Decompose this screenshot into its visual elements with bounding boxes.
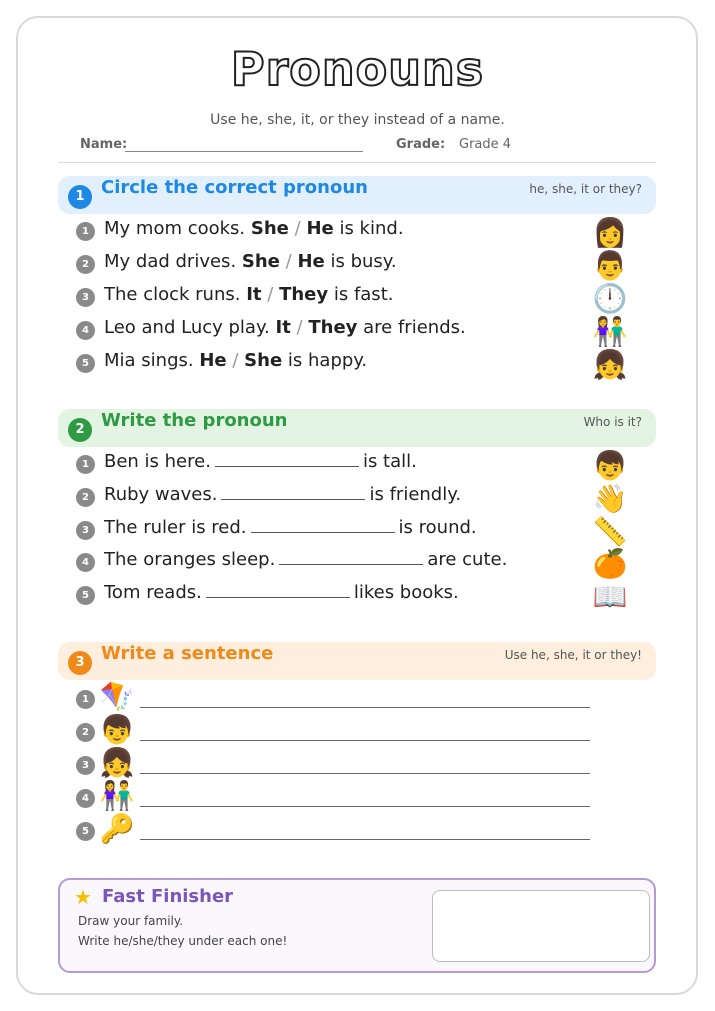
list-item (0, 581, 715, 611)
item-number: 2 (76, 723, 95, 742)
list-item (0, 680, 715, 715)
man-emoji: 👨 (592, 249, 628, 282)
waving-hand-emoji: 👋 (592, 482, 628, 515)
list-item (0, 548, 715, 578)
answer-blank[interactable] (221, 486, 365, 500)
sentence-start: My mom cooks. (104, 218, 246, 239)
sentence-end: is happy. (287, 350, 368, 371)
sentence-write-line[interactable] (140, 806, 590, 807)
list-item (0, 483, 715, 513)
clock-emoji: 🕛 (592, 282, 628, 315)
sentence-text (104, 218, 404, 239)
sentence-start: The ruler is red. (104, 517, 247, 538)
header-divider (58, 162, 656, 163)
item-number: 4 (76, 789, 95, 808)
section-title: Write the pronoun (101, 410, 288, 431)
pronoun-option-2[interactable]: He (297, 251, 325, 272)
sentence-text (104, 350, 367, 371)
pronoun-option-1[interactable]: She (241, 251, 280, 272)
sentence-write-line[interactable] (140, 707, 590, 708)
section-title: Circle the correct pronoun (101, 177, 368, 198)
pronoun-option-2[interactable]: They (308, 317, 358, 338)
sentence-text (104, 284, 393, 305)
sentence-text (104, 517, 477, 538)
pronoun-option-1[interactable]: He (199, 350, 227, 371)
girl-emoji: 👧 (99, 746, 135, 779)
book-emoji: 📖 (592, 580, 628, 613)
option-separator: / (294, 218, 301, 239)
list-item (0, 516, 715, 546)
sentence-start: Ben is here. (104, 451, 211, 472)
name-field[interactable] (125, 151, 363, 152)
sentence-end: is busy. (330, 251, 397, 272)
fast-finisher-line-1: Draw your family. (78, 914, 184, 928)
sentence-write-line[interactable] (140, 773, 590, 774)
answer-blank[interactable] (215, 453, 359, 467)
sentence-end: likes books. (353, 582, 459, 603)
sentence-end: is friendly. (369, 484, 462, 505)
list-item (0, 812, 715, 847)
item-number: 4 (76, 553, 95, 572)
section-hint: Use he, she, it or they! (504, 648, 642, 662)
section-number: 3 (68, 651, 92, 675)
item-number: 3 (76, 521, 95, 540)
sentence-text (104, 251, 397, 272)
pronoun-option-1[interactable]: It (246, 284, 262, 305)
section-hint: he, she, it or they? (529, 182, 642, 196)
sentence-end: is tall. (362, 451, 417, 472)
ruler-emoji: 📏 (592, 515, 628, 548)
item-number: 3 (76, 288, 95, 307)
couple-emoji: 👫 (592, 315, 628, 348)
list-item (0, 349, 715, 379)
section-3-header (58, 642, 656, 680)
orange-emoji: 🍊 (592, 547, 628, 580)
sentence-text (104, 549, 507, 570)
girl-emoji: 👧 (592, 348, 628, 381)
list-item (0, 746, 715, 781)
item-number: 3 (76, 756, 95, 775)
pronoun-option-1[interactable]: She (250, 218, 289, 239)
item-number: 5 (76, 586, 95, 605)
sentence-write-line[interactable] (140, 839, 590, 840)
boy-emoji: 👦 (99, 713, 135, 746)
section-1-header (58, 176, 656, 214)
sentence-end: is fast. (333, 284, 394, 305)
sentence-text (104, 451, 417, 472)
instructions-subtitle: Use he, she, it, or they instead of a name. (210, 112, 505, 128)
fast-finisher-line-2: Write he/she/they under each one! (78, 934, 288, 948)
key-emoji: 🔑 (99, 812, 135, 845)
option-separator: / (296, 317, 303, 338)
section-number: 2 (68, 418, 92, 442)
sentence-end: is round. (398, 517, 477, 538)
sentence-start: Tom reads. (104, 582, 202, 603)
list-item (0, 779, 715, 814)
sentence-text (104, 582, 459, 603)
section-2-header (58, 409, 656, 447)
sentence-text (104, 484, 461, 505)
answer-blank[interactable] (279, 551, 423, 565)
name-label: Name: (80, 137, 128, 152)
woman-emoji: 👩 (592, 216, 628, 249)
pronoun-option-2[interactable]: He (306, 218, 334, 239)
list-item (0, 217, 715, 247)
pronoun-option-1[interactable]: It (275, 317, 291, 338)
boy-emoji: 👦 (592, 449, 628, 482)
kite-emoji: 🪁 (99, 680, 135, 713)
pronoun-option-2[interactable]: She (244, 350, 283, 371)
sentence-text (104, 317, 466, 338)
sentence-start: My dad drives. (104, 251, 237, 272)
sentence-end: are cute. (427, 549, 508, 570)
item-number: 1 (76, 690, 95, 709)
section-number: 1 (68, 185, 92, 209)
fast-finisher-box (58, 878, 656, 973)
star-icon: ★ (74, 885, 92, 909)
option-separator: / (232, 350, 239, 371)
fast-finisher-title: Fast Finisher (102, 886, 234, 907)
list-item (0, 713, 715, 748)
item-number: 4 (76, 321, 95, 340)
item-number: 2 (76, 255, 95, 274)
section-hint: Who is it? (583, 415, 642, 429)
sentence-start: Leo and Lucy play. (104, 317, 270, 338)
sentence-end: are friends. (363, 317, 466, 338)
sentence-write-line[interactable] (140, 740, 590, 741)
grade-value: Grade 4 (459, 137, 512, 152)
list-item (0, 283, 715, 313)
sentence-start: The oranges sleep. (104, 549, 276, 570)
pronoun-option-2[interactable]: They (279, 284, 329, 305)
grade-label: Grade: (396, 137, 446, 152)
list-item (0, 250, 715, 280)
couple-emoji: 👫 (99, 779, 135, 812)
sentence-end: is kind. (339, 218, 404, 239)
option-separator: / (285, 251, 292, 272)
sentence-start: The clock runs. (104, 284, 241, 305)
answer-blank[interactable] (206, 584, 350, 598)
sentence-start: Mia sings. (104, 350, 194, 371)
drawing-box[interactable] (432, 890, 650, 962)
section-title: Write a sentence (101, 643, 274, 664)
sentence-start: Ruby waves. (104, 484, 218, 505)
page-title: Pronouns (230, 42, 485, 96)
item-number: 1 (76, 455, 95, 474)
item-number: 2 (76, 488, 95, 507)
item-number: 5 (76, 354, 95, 373)
item-number: 1 (76, 222, 95, 241)
list-item (0, 316, 715, 346)
option-separator: / (267, 284, 274, 305)
answer-blank[interactable] (251, 519, 395, 533)
list-item (0, 450, 715, 480)
item-number: 5 (76, 822, 95, 841)
